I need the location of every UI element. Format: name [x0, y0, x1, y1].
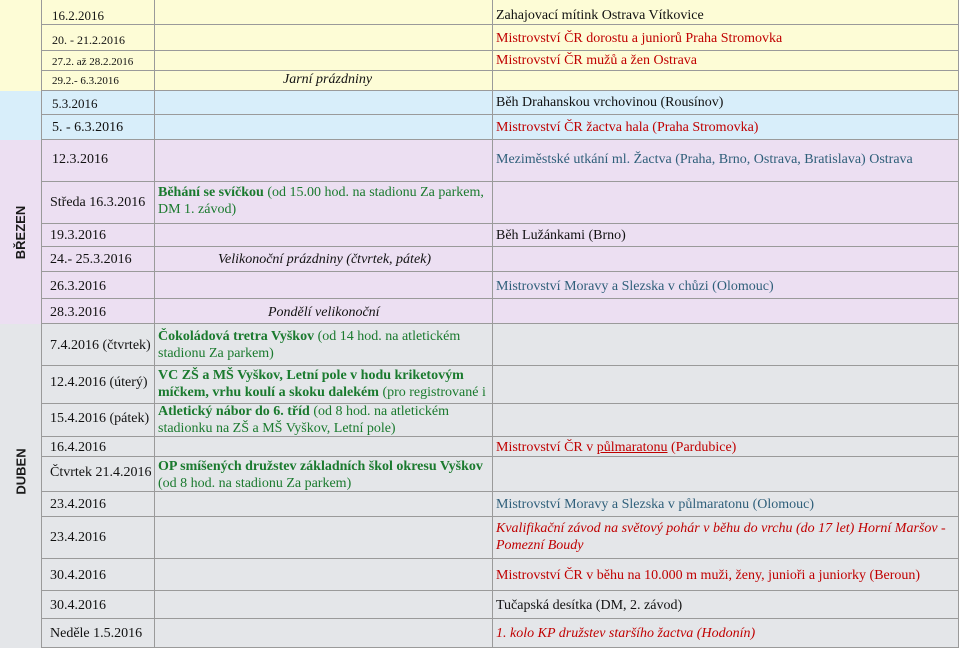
date-cell: 7.4.2016 (čtvrtek) — [50, 338, 151, 353]
date-cell: Čtvrtek 21.4.2016 — [50, 465, 152, 480]
date-cell: 16.4.2016 — [50, 440, 106, 455]
local-event-detail: (od 8 hod. na stadionu Za parkem) — [158, 476, 352, 491]
table-row — [0, 115, 958, 140]
date-cell: 5. - 6.3.2016 — [52, 120, 124, 135]
event-cell: Mistrovství ČR v běhu na 10.000 m muži, ženy, junioři a juniorky (Beroun) — [496, 568, 921, 583]
local-event-title: Atletický nábor do 6. tříd — [158, 404, 310, 419]
event-cell: Mistrovství Moravy a Slezska v půlmaratonu (Olomouc) — [496, 497, 815, 512]
local-event-detail: (od 8 hod. na atletickém stadionku na ZŠ a MŠ Vyškov, Letní pole) — [158, 404, 449, 436]
local-event-title: Běhání se svíčkou — [158, 185, 264, 200]
event-cell: Tučapská desítka (DM, 2. závod) — [496, 598, 683, 613]
event-cell: Mistrovství ČR dorostu a juniorů Praha Stromovka — [496, 31, 783, 46]
table-row — [0, 591, 958, 619]
table-row — [0, 224, 958, 247]
local-event-detail: (pro registrované i — [378, 385, 486, 400]
table-row — [0, 71, 958, 91]
event-text: (Pardubice) — [667, 440, 737, 455]
event-cell: Běh Lužánkami (Brno) — [496, 228, 626, 243]
event-text-underlined: půlmaratonu — [596, 440, 668, 455]
grid-line — [154, 0, 155, 648]
date-cell: 5.3.2016 — [52, 96, 98, 111]
date-cell: 30.4.2016 — [50, 598, 106, 613]
date-cell: 27.2. až 28.2.2016 — [52, 56, 134, 68]
month-gutter — [0, 91, 42, 140]
local-event-detail: (od 14 hod. na atletickém stadionu Za parkem) — [158, 329, 461, 361]
event-cell: Mistrovství Moravy a Slezska v chůzi (Olomouc) — [496, 279, 774, 294]
event-text: Mistrovství ČR v — [496, 440, 597, 455]
date-cell: 23.4.2016 — [50, 497, 106, 512]
table-row — [0, 299, 958, 324]
event-cell: 1. kolo KP družstev staršího žactva (Hodonín) — [496, 626, 756, 641]
table-row — [0, 25, 958, 51]
local-event-cell — [158, 403, 478, 437]
holiday-cell: Velikonoční prázdniny (čtvrtek, pátek) — [218, 252, 432, 267]
date-cell: Středa 16.3.2016 — [50, 195, 146, 210]
holiday-cell: Jarní prázdniny — [283, 72, 373, 87]
table-row — [0, 492, 958, 517]
table-row — [0, 247, 958, 272]
table-row — [0, 619, 958, 648]
event-cell: Mistrovství ČR žactva hala (Praha Stromovka) — [496, 120, 759, 135]
month-label-brezen: BŘEZEN — [13, 205, 29, 259]
event-cell: Běh Drahanskou vrchovinou (Rousínov) — [496, 95, 724, 110]
local-event-title: OP smíšených družstev základních škol okresu Vyškov — [158, 459, 483, 474]
date-cell: 12.3.2016 — [52, 152, 108, 167]
date-cell: 29.2.- 6.3.2016 — [52, 75, 119, 87]
event-cell: Mistrovství ČR mužů a žen Ostrava — [496, 53, 698, 68]
local-event-title: Čokoládová tretra Vyškov — [158, 329, 315, 344]
local-event-cell — [158, 184, 490, 218]
date-cell: 23.4.2016 — [50, 530, 106, 545]
event-cell: Kvalifikační závod na světový pohár v běhu do vrchu (do 17 let) Horní Maršov - Pomezní Boudy — [496, 521, 946, 553]
local-event-detail: (od 15.00 hod. na stadionu Za parkem, DM 1. závod) — [158, 185, 484, 217]
table-row — [0, 437, 958, 457]
event-cell — [496, 440, 736, 456]
local-event-title: VC ZŠ a MŠ Vyškov, Letní pole v hodu kriketovým míčkem, vrhu koulí a skoku dalekém — [158, 368, 464, 400]
grid-line — [492, 0, 493, 648]
local-event-cell — [158, 367, 490, 401]
event-cell: Meziměstské utkání ml. Žactva (Praha, Brno, Ostrava, Bratislava) Ostrava — [496, 152, 913, 167]
date-cell: 20. - 21.2.2016 — [52, 33, 125, 47]
date-cell: 28.3.2016 — [50, 305, 106, 320]
date-cell: 30.4.2016 — [50, 568, 106, 583]
date-cell: 19.3.2016 — [50, 228, 106, 243]
table-row — [0, 91, 958, 115]
date-cell: Neděle 1.5.2016 — [50, 626, 143, 641]
month-label-duben: DUBEN — [13, 448, 29, 495]
date-cell: 12.4.2016 (úterý) — [50, 375, 148, 390]
local-event-cell — [158, 458, 490, 492]
date-cell: 26.3.2016 — [50, 279, 106, 294]
holiday-cell: Pondělí velikonoční — [268, 305, 380, 320]
event-cell: Zahajovací mítink Ostrava Vítkovice — [496, 8, 704, 23]
date-cell: 24.- 25.3.2016 — [50, 252, 132, 267]
date-cell: 16.2.2016 — [52, 8, 104, 23]
table-row — [0, 0, 958, 25]
table-row — [0, 51, 958, 71]
table-row — [0, 272, 958, 299]
date-cell: 15.4.2016 (pátek) — [50, 411, 150, 426]
grid-line — [958, 0, 959, 648]
local-event-cell — [158, 328, 478, 362]
